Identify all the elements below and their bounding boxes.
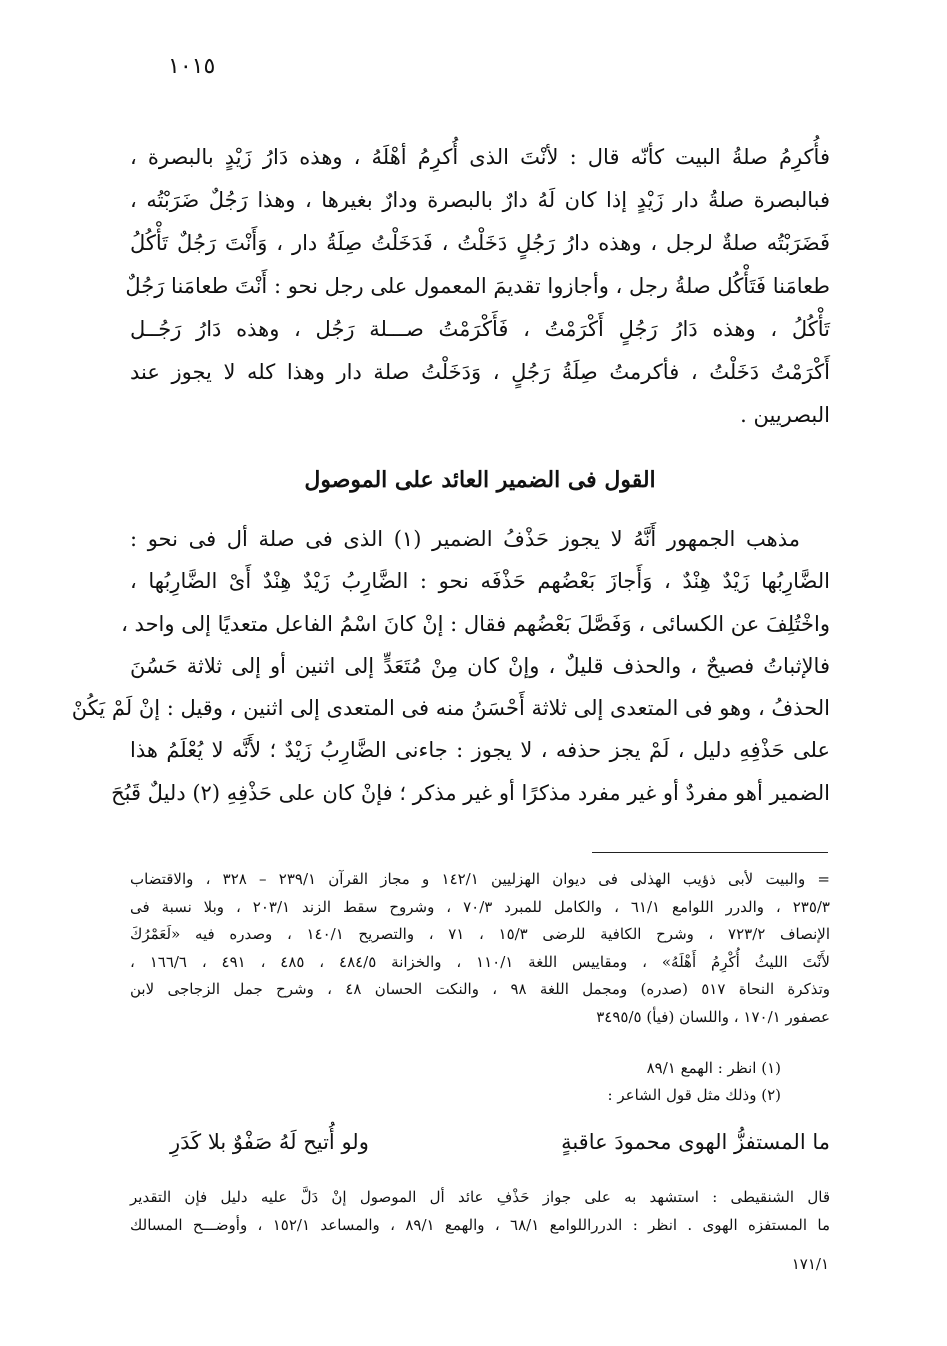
- footnote-line: ما المستفزه الهوى . انظر : الدرراللوامع ٦٨/١ ، والهمع ٨٩/١ ، والمساعد ١٥٢/١ ، وأوضـــح المسالك: [130, 1216, 830, 1234]
- paragraph-2: [71, 518, 830, 814]
- footnote-line: عصفور ١٧٠/١ ، واللسان (فيأ) ٣٤٩٥/٥: [596, 1007, 830, 1026]
- footnote-list: [608, 1055, 781, 1109]
- footnote-2: (٢) وذلك مثل قول الشاعر :: [607, 1086, 781, 1104]
- footnote-line: قال الشنقيطى : استشهد به على جواز حَذْفِ عائد أل الموصول إنْ دَلَّ عليه دليل فإن التقدير: [130, 1188, 830, 1206]
- text-line: فَضَرَبْتُه صلةٌ لرجل ، وهذه دارُ رَجُلٍ دَخَلْتُ ، فَدَخَلْتُ صِلَةُ دار ، وَأَنْتَ رَجُلٌ تَأْكُلُ: [130, 231, 831, 255]
- text-line: طعامَنا فَتَأْكُل صلةُ رجل ، وأجازوا تقديمَ المعمول على رجل نحو : أَنْتَ طعامَنا رَجُلٌ: [125, 274, 830, 298]
- footnote-line: ٢٣٥/٣ ، والدرر اللوامع ٦١/١ ، والكامل للمبرد ٧٠/٣ ، وشروح سقط الزند ٢٠٣/١ ، وبلا نسبة فى: [130, 897, 830, 916]
- footnote-line: الإنصاف ٧٢٣/٢ ، وشرح الكافية للرضى ١٥/٣ ، ٧١ ، والتصريح ١٤٠/١ ، وصدره فيه «لَعَمْرُكَ: [130, 925, 831, 943]
- text-line: واخْتُلِفَ عن الكسائى ، وَفَصَّلَ بَعْضُهم فقال : إنْ كانَ اسْمُ الفاعل متعديًا إلى واحد ،: [121, 611, 830, 636]
- poetry-verse: [170, 1122, 830, 1162]
- page-number: ١٠١٥: [168, 54, 216, 79]
- text-line: البصريين .: [740, 403, 830, 427]
- verse-first-hemistich: ما المستفزُّ الهوى محمودَ عاقبةٍ: [561, 1130, 830, 1154]
- footnote-line: لأَنْتَ الليثُ أُكْرِمُ أَهْلَهُ» ، ومقاييس اللغة ١١٠/١ ، والخزانة ٤٨٤/٥ ، ٤٨٥ ، ٤٩١ ، ١٦٦/٦ ،: [130, 952, 830, 971]
- text-line: مذهب الجمهور أَنَّهُ لا يجوز حَذْفُ الضمير (١) الذى فى صلة أل فى نحو :: [130, 527, 801, 551]
- footnote-line: وتذكرة النحاة ٥١٧ (صدره) ومجمل اللغة ٩٨ ، والنكت الحسان ٤٨ ، وشرح جمل الزجاجى لابن: [130, 980, 831, 998]
- text-line: تَأْكُلُ ، وهذه دَارُ رَجُلٍ أَكْرَمْتُ ، فَأَكْرَمْتُ صـــلة رَجُل ، وهذه دَارُ رَجُــل: [130, 317, 830, 341]
- paragraph-1: [125, 136, 831, 437]
- text-line: فالإثباتُ فصيحٌ ، والحذف قليلٌ ، وإنْ كان مِنْ مُتَعَدٍّ إلى اثنين أو إلى ثلاثة حَسُنَ: [130, 653, 830, 678]
- footnote-line: = والبيت لأبى ذؤيب الهذلى فى ديوان الهزليين ١٤٢/١ و مجاز القرآن ٢٣٩/١ – ٣٢٨ ، والاقتضاب: [130, 870, 830, 888]
- footnote-continuation: [130, 866, 830, 1031]
- section-heading: القول فى الضمير العائد على الموصول: [304, 467, 656, 493]
- text-line: فبالبصرة صلةُ دار زَيْدٍ إذا كان لَهُ دارٌ بالبصرة ودارٌ بغيرها ، وهذا رَجُلٌ ضَرَبْتُه ،: [130, 188, 830, 212]
- text-line: الضَّارِبُها زَيْدٌ هِنْدٌ ، وَأَجازَ بَعْضُهم حَذْفَه نحو : الضَّارِبُ زَيْدٌ هِنْدٌ أَىْ الضَّارِبُها ،: [130, 569, 830, 594]
- text-line: فأُكرِمُ صلةُ البيت كأنّه قال : لأنْتَ الذى أُكرِمُ أهْلَهُ ، وهذه دَارُ زَيْدٍ بالبصرة ،: [130, 145, 830, 169]
- footnote-separator: [592, 852, 828, 853]
- text-line: الحذفُ ، وهو فى المتعدى إلى ثلاثة أَحْسَنُ منه فى المتعدى إلى اثنين ، وقيل : إنْ لَمْ يَكُنْ: [71, 696, 830, 721]
- footnote-1: (١) انظر : الهمع ٨٩/١: [646, 1059, 781, 1077]
- verse-second-hemistich: ولو أُتيح لَهُ صَفْوٌ بلا كَدَرِ: [170, 1130, 369, 1154]
- footnote-commentary: [130, 1183, 830, 1239]
- text-line: على حَذْفِهِ دليل ، لَمْ يجز حذفه ، لا يجوز : جاءنى الضَّارِبُ زَيْدٌ ؛ لأَنَّه لا يُعْلَمُ هذا: [130, 738, 830, 763]
- footnote-tail: ١٧١/١: [791, 1255, 829, 1273]
- text-line: الضمير أهو مفردٌ أو غير مفرد مذكرًا أو غير مذكر ؛ فإنْ كان على حَذْفِهِ (٢) دليلٌ قَبُحَ: [111, 780, 830, 805]
- text-line: أَكْرَمْتُ دَخَلْتُ ، فأكرمتُ صِلَةُ رَجُلٍ ، وَدَخَلْتُ صلة دار وهذا كله لا يجوز عند: [130, 360, 830, 384]
